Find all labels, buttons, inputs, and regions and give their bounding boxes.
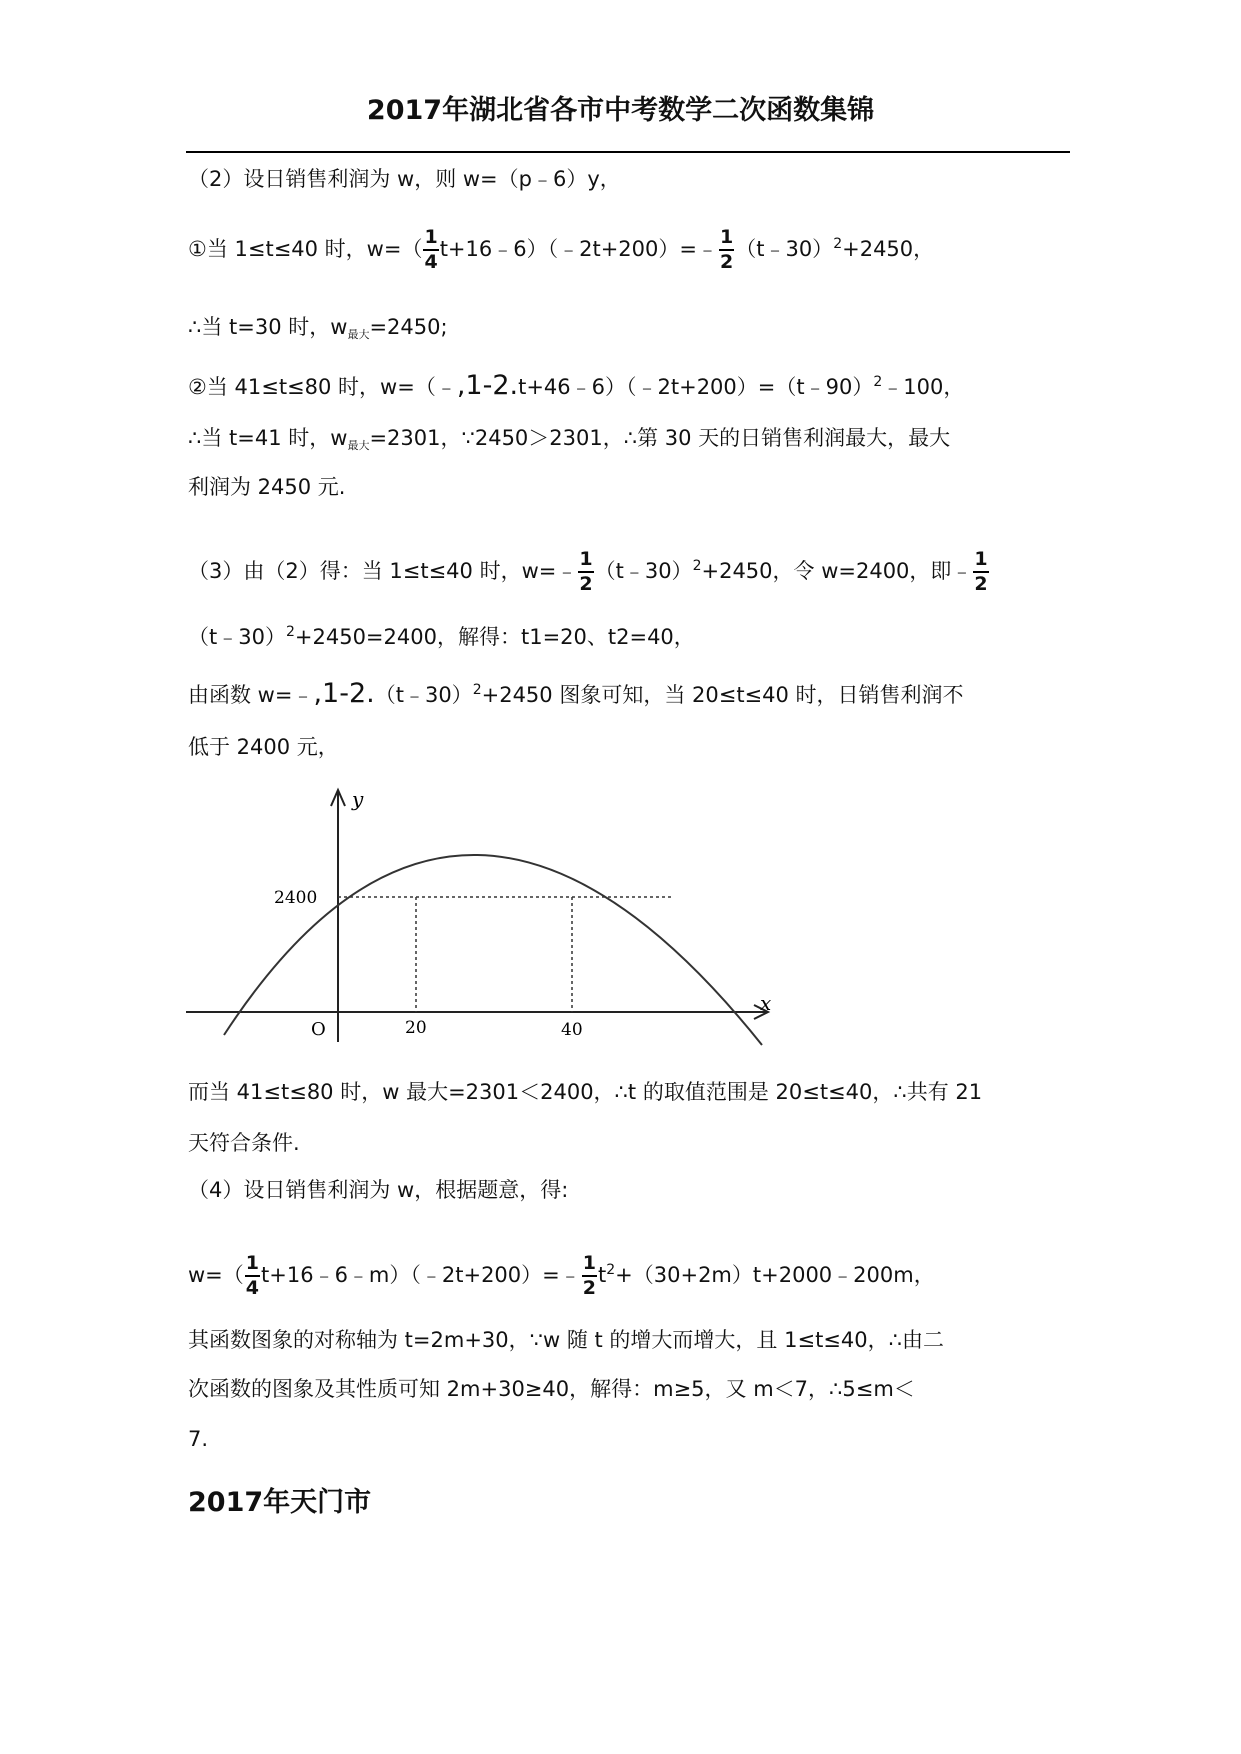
part3-line3: 由函数 w=﹣,1-2.（t﹣30）$^2$+2450 图象可知，当 20≤t≤40 时，日销售利润不: [188, 678, 964, 709]
part4-line2: 次函数的图象及其性质可知 2m+30≥40，解得：m≥5，又 m＜7，∴5≤m＜: [188, 1377, 915, 1401]
case1-max: ∴当 t=30 时，$w_{最大}=2450$;: [188, 315, 448, 341]
section-heading: 2017年天门市: [188, 1487, 372, 1518]
broken-fraction-text: ,1-2.: [456, 370, 519, 401]
page-title: 2017年湖北省各市中考数学二次函数集锦: [366, 95, 875, 126]
x-axis-label: x: [760, 991, 772, 1015]
level-label: 2400: [274, 888, 318, 908]
case1-mid: t+16﹣6）（﹣2t+200）=﹣: [439, 237, 718, 261]
part3-after-line1: 而当 41≤t≤80 时，w 最大=2301＜2400，∴t 的取值范围是 20≤t≤40，∴共有 21: [188, 1080, 983, 1104]
parabola-figure: [186, 780, 786, 1050]
fraction-one-half: $\frac{1}{2}$: [974, 548, 988, 595]
part3-line1: （3）由（2）得：当 1≤t≤40 时，w=﹣ $\frac{1}{2}$ （t﹣30）$^2$+2450，令 w=2400，即﹣ $\frac{1}{2}$: [188, 548, 988, 595]
fraction-one-half: $\frac{1}{2}$: [582, 1252, 596, 1299]
fraction-one-half: $\frac{1}{2}$: [719, 226, 734, 273]
case1-prefix: ①当 1≤t≤40 时，w=（: [188, 237, 423, 261]
case2-conclusion: 利润为 2450 元.: [188, 475, 346, 499]
title-divider: [186, 151, 1070, 153]
part3-line2: （t﹣30）$^2$+2450=2400，解得：t1=20、t2=40，: [188, 624, 695, 649]
fraction-one-half: $\frac{1}{2}$: [579, 548, 593, 595]
subscript-max: 最大: [347, 439, 370, 452]
subscript-max: 最大: [347, 328, 370, 341]
case2-exponent: 2: [873, 374, 883, 390]
part4-intro: （4）设日销售利润为 w，根据题意，得:: [188, 1178, 569, 1202]
part3-after-line2: 天符合条件.: [188, 1131, 300, 1155]
y-axis-label: y: [352, 787, 364, 811]
fraction-one-quarter: $\frac{1}{4}$: [245, 1252, 260, 1299]
x-tick-20: 20: [405, 1018, 427, 1038]
case1-exponent: 2: [833, 236, 843, 252]
part4-line3: 7.: [188, 1427, 209, 1451]
parabola-curve: [224, 855, 762, 1045]
origin-label: O: [311, 1019, 326, 1040]
case1-equation: [188, 228, 934, 272]
case1-suffix-b: +2450，: [842, 237, 935, 261]
case2-equation: ②当 41≤t≤80 时，w=（﹣,1-2.t+46﹣6）（﹣2t+200）=（t﹣90）$^2$﹣100，: [188, 370, 965, 401]
x-tick-40: 40: [561, 1020, 583, 1040]
broken-fraction-text: ,1-2.: [313, 678, 375, 709]
part4-line1: 其函数图象的对称轴为 t=2m+30，∵w 随 t 的增大而增大，且 1≤t≤40，∴由二: [188, 1328, 944, 1352]
part4-equation: w=（ $\frac{1}{4}$ t+16﹣6﹣m）（﹣2t+200）=﹣ $\frac{1}{2}$ $t^2+(30+2m)t+2000﹣200m$，: [188, 1252, 935, 1299]
part3-line4: 低于 2400 元，: [188, 735, 339, 759]
case1-suffix: （t﹣30）: [735, 237, 834, 261]
case2-max: ∴当 t=41 时，$w_{最大}=2301$，∵2450＞2301，∴第 30 天的日销售利润最大，最大: [188, 426, 951, 452]
part2-intro: （2）设日销售利润为 w，则 w=（p﹣6）y，: [188, 167, 621, 191]
fraction-one-quarter: $\frac{1}{4}$: [424, 226, 438, 273]
